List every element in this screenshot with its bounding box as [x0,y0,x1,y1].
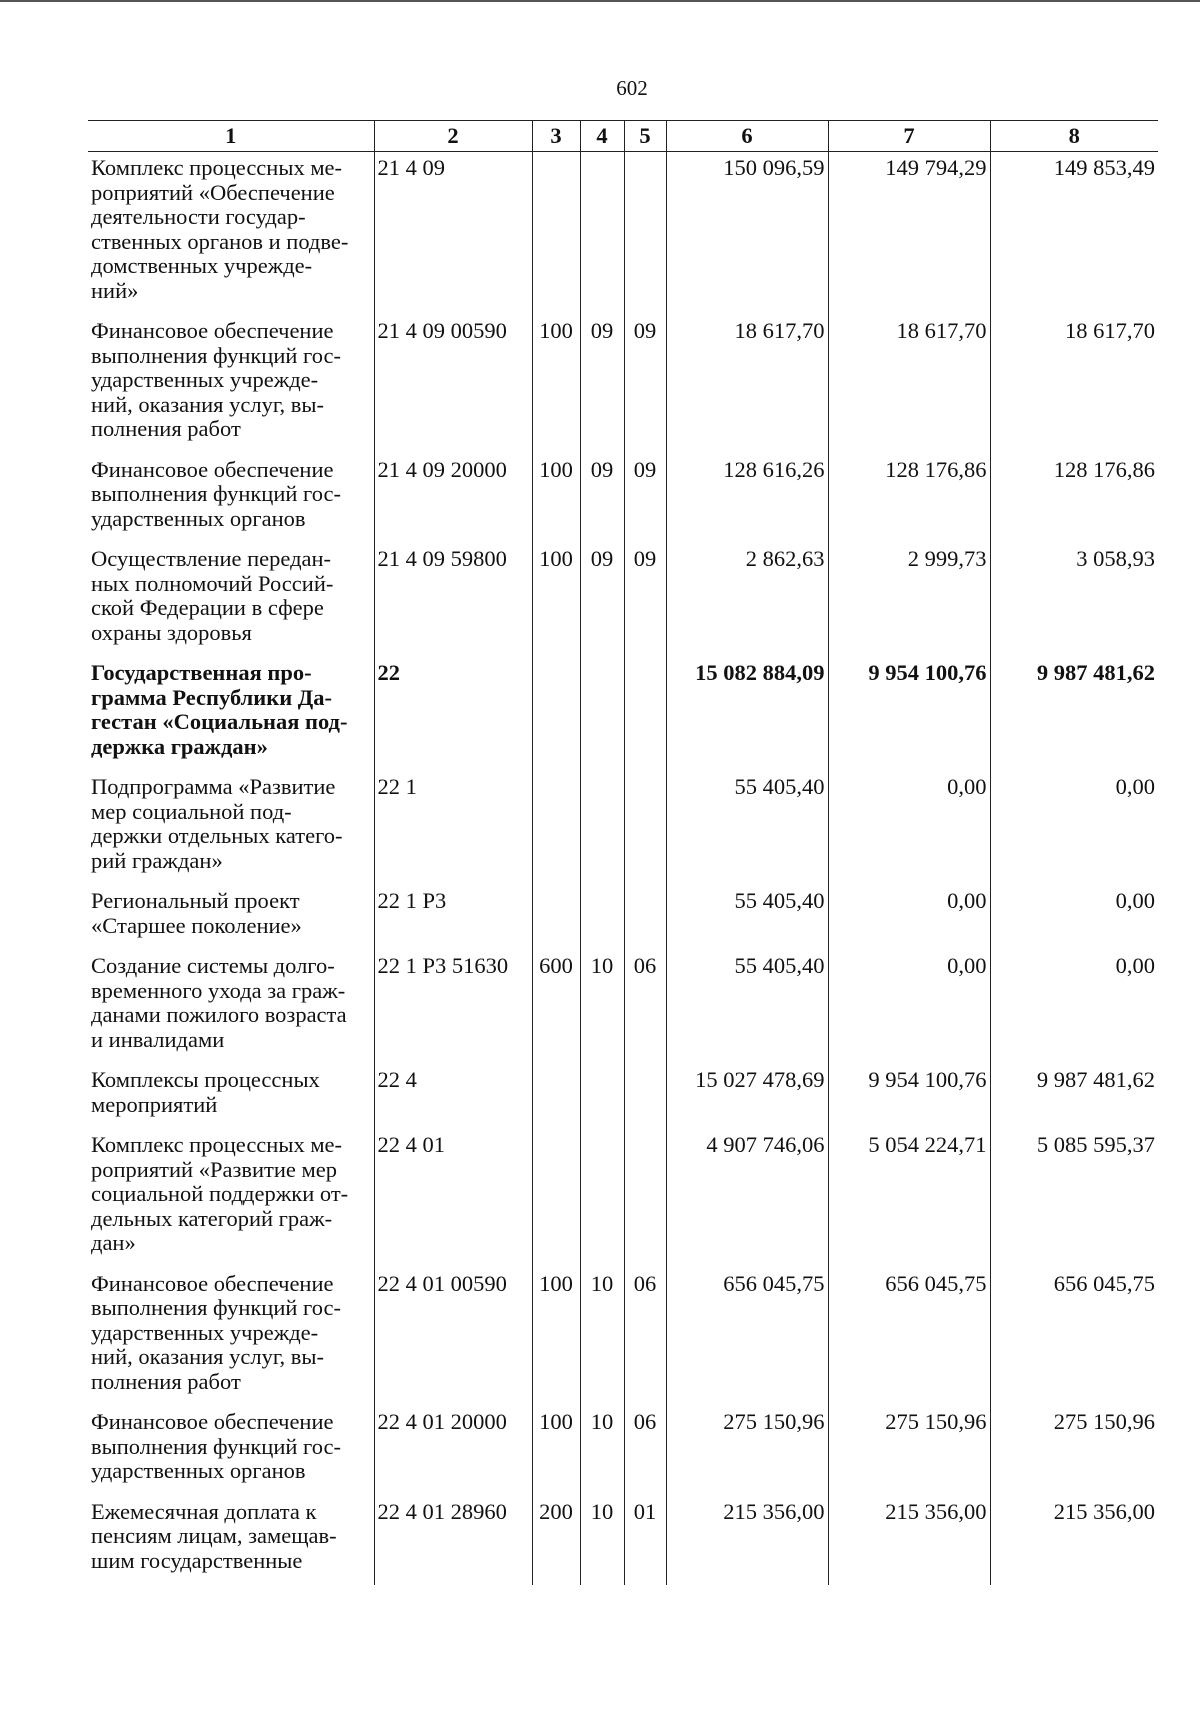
row-value6-cell: 55 405,40 [666,885,828,950]
table-row [88,657,1158,771]
row-value8-cell: 215 356,00 [990,1496,1158,1586]
row-value8-cell: 9 987 481,62 [990,1064,1158,1129]
row-col3-cell: 100 [532,1268,580,1407]
row-col3-cell [532,657,580,771]
row-code-cell: 22 1 P3 [374,885,532,950]
row-col5-cell: 06 [624,1268,666,1407]
top-border-line [0,0,1200,2]
row-col3-cell: 100 [532,543,580,657]
row-col4-cell [580,771,624,885]
row-code-cell: 21 4 09 59800 [374,543,532,657]
row-value7-cell: 5 054 224,71 [828,1129,990,1268]
row-col4-cell: 09 [580,315,624,454]
row-value6-cell: 2 862,63 [666,543,828,657]
table-row [88,1406,1158,1496]
row-col4-cell [580,1129,624,1268]
table-row [88,315,1158,454]
row-col4-cell: 09 [580,543,624,657]
row-col4-cell: 10 [580,950,624,1064]
row-col5-cell [624,771,666,885]
row-col3-cell: 100 [532,454,580,544]
column-header: 6 [666,121,828,152]
row-value8-cell: 3 058,93 [990,543,1158,657]
row-col5-cell: 06 [624,1406,666,1496]
row-value6-cell: 215 356,00 [666,1496,828,1586]
row-code-cell: 22 4 [374,1064,532,1129]
row-value7-cell: 0,00 [828,771,990,885]
row-col4-cell [580,885,624,950]
row-name-cell: Комплекс процессных ме- роприятий «Обеспечение деятельности государ- ственных органов и подве- домственных учрежде- ний» [88,152,374,316]
row-value6-cell: 150 096,59 [666,152,828,316]
row-value7-cell: 0,00 [828,885,990,950]
table-header-row [88,121,1158,152]
row-code-cell: 22 4 01 00590 [374,1268,532,1407]
table-row [88,1496,1158,1586]
row-col3-cell [532,1064,580,1129]
table-row [88,1129,1158,1268]
row-col4-cell [580,1064,624,1129]
row-value7-cell: 275 150,96 [828,1406,990,1496]
row-value8-cell: 9 987 481,62 [990,657,1158,771]
table-row [88,1064,1158,1129]
row-value8-cell: 149 853,49 [990,152,1158,316]
table-row [88,950,1158,1064]
row-col5-cell: 09 [624,454,666,544]
page-number: 602 [616,76,648,100]
row-col5-cell: 01 [624,1496,666,1586]
row-value8-cell: 656 045,75 [990,1268,1158,1407]
row-value6-cell: 4 907 746,06 [666,1129,828,1268]
row-col4-cell: 09 [580,454,624,544]
row-value8-cell: 5 085 595,37 [990,1129,1158,1268]
row-col3-cell [532,885,580,950]
row-col4-cell [580,152,624,316]
table-row [88,885,1158,950]
row-value6-cell: 15 082 884,09 [666,657,828,771]
row-value8-cell: 275 150,96 [990,1406,1158,1496]
row-value6-cell: 128 616,26 [666,454,828,544]
row-name-cell: Финансовое обеспечение выполнения функций гос- ударственных учрежде- ний, оказания услуг, вы- полнения работ [88,315,374,454]
row-col4-cell: 10 [580,1496,624,1586]
row-value7-cell: 2 999,73 [828,543,990,657]
budget-table [88,120,1158,1585]
row-value8-cell: 0,00 [990,950,1158,1064]
row-value6-cell: 55 405,40 [666,950,828,1064]
row-value6-cell: 656 045,75 [666,1268,828,1407]
row-code-cell: 22 [374,657,532,771]
row-col4-cell [580,657,624,771]
row-value6-cell: 15 027 478,69 [666,1064,828,1129]
row-name-cell: Комплексы процессных мероприятий [88,1064,374,1129]
row-col3-cell [532,152,580,316]
row-name-cell: Создание системы долго- временного ухода за граж- данами пожилого возраста и инвалидами [88,950,374,1064]
column-header: 2 [374,121,532,152]
row-value7-cell: 656 045,75 [828,1268,990,1407]
row-col3-cell: 100 [532,1406,580,1496]
row-code-cell: 22 4 01 28960 [374,1496,532,1586]
row-col3-cell: 200 [532,1496,580,1586]
row-col4-cell: 10 [580,1406,624,1496]
row-col3-cell: 600 [532,950,580,1064]
row-name-cell: Государственная про- грамма Республики Да- гестан «Социальная под- держка граждан» [88,657,374,771]
row-name-cell: Финансовое обеспечение выполнения функций гос- ударственных учрежде- ний, оказания услуг, вы- полнения работ [88,1268,374,1407]
table-row [88,1268,1158,1407]
row-code-cell: 21 4 09 [374,152,532,316]
row-value6-cell: 55 405,40 [666,771,828,885]
row-name-cell: Подпрограмма «Развитие мер социальной под- держки отдельных катего- рий граждан» [88,771,374,885]
row-code-cell: 22 1 P3 51630 [374,950,532,1064]
column-header: 4 [580,121,624,152]
row-value7-cell: 215 356,00 [828,1496,990,1586]
row-value6-cell: 18 617,70 [666,315,828,454]
row-value7-cell: 128 176,86 [828,454,990,544]
table-row [88,454,1158,544]
row-name-cell: Финансовое обеспечение выполнения функций гос- ударственных органов [88,454,374,544]
row-col5-cell: 09 [624,543,666,657]
column-header: 8 [990,121,1158,152]
column-header: 1 [88,121,374,152]
row-value6-cell: 275 150,96 [666,1406,828,1496]
row-name-cell: Ежемесячная доплата к пенсиям лицам, замещав- шим государственные [88,1496,374,1586]
row-value8-cell: 0,00 [990,771,1158,885]
row-col5-cell [624,657,666,771]
row-name-cell: Комплекс процессных ме- роприятий «Развитие мер социальной поддержки от- дельных категорий граж- дан» [88,1129,374,1268]
row-name-cell: Осуществление передан- ных полномочий Россий- ской Федерации в сфере охраны здоровья [88,543,374,657]
row-code-cell: 21 4 09 00590 [374,315,532,454]
row-col3-cell [532,771,580,885]
table-row [88,152,1158,316]
row-value7-cell: 149 794,29 [828,152,990,316]
row-name-cell: Региональный проект «Старшее поколение» [88,885,374,950]
row-value8-cell: 128 176,86 [990,454,1158,544]
row-col5-cell [624,885,666,950]
row-col5-cell: 09 [624,315,666,454]
row-col5-cell: 06 [624,950,666,1064]
row-value7-cell: 0,00 [828,950,990,1064]
row-value8-cell: 0,00 [990,885,1158,950]
row-col5-cell [624,152,666,316]
row-code-cell: 22 4 01 [374,1129,532,1268]
row-col5-cell [624,1129,666,1268]
row-value7-cell: 9 954 100,76 [828,1064,990,1129]
table-row [88,771,1158,885]
table-body [88,152,1158,1586]
row-col3-cell [532,1129,580,1268]
table-row [88,543,1158,657]
row-code-cell: 21 4 09 20000 [374,454,532,544]
column-header: 5 [624,121,666,152]
column-header: 3 [532,121,580,152]
row-code-cell: 22 4 01 20000 [374,1406,532,1496]
row-value8-cell: 18 617,70 [990,315,1158,454]
row-value7-cell: 9 954 100,76 [828,657,990,771]
row-name-cell: Финансовое обеспечение выполнения функций гос- ударственных органов [88,1406,374,1496]
row-col3-cell: 100 [532,315,580,454]
row-col5-cell [624,1064,666,1129]
column-header: 7 [828,121,990,152]
row-value7-cell: 18 617,70 [828,315,990,454]
row-col4-cell: 10 [580,1268,624,1407]
row-code-cell: 22 1 [374,771,532,885]
